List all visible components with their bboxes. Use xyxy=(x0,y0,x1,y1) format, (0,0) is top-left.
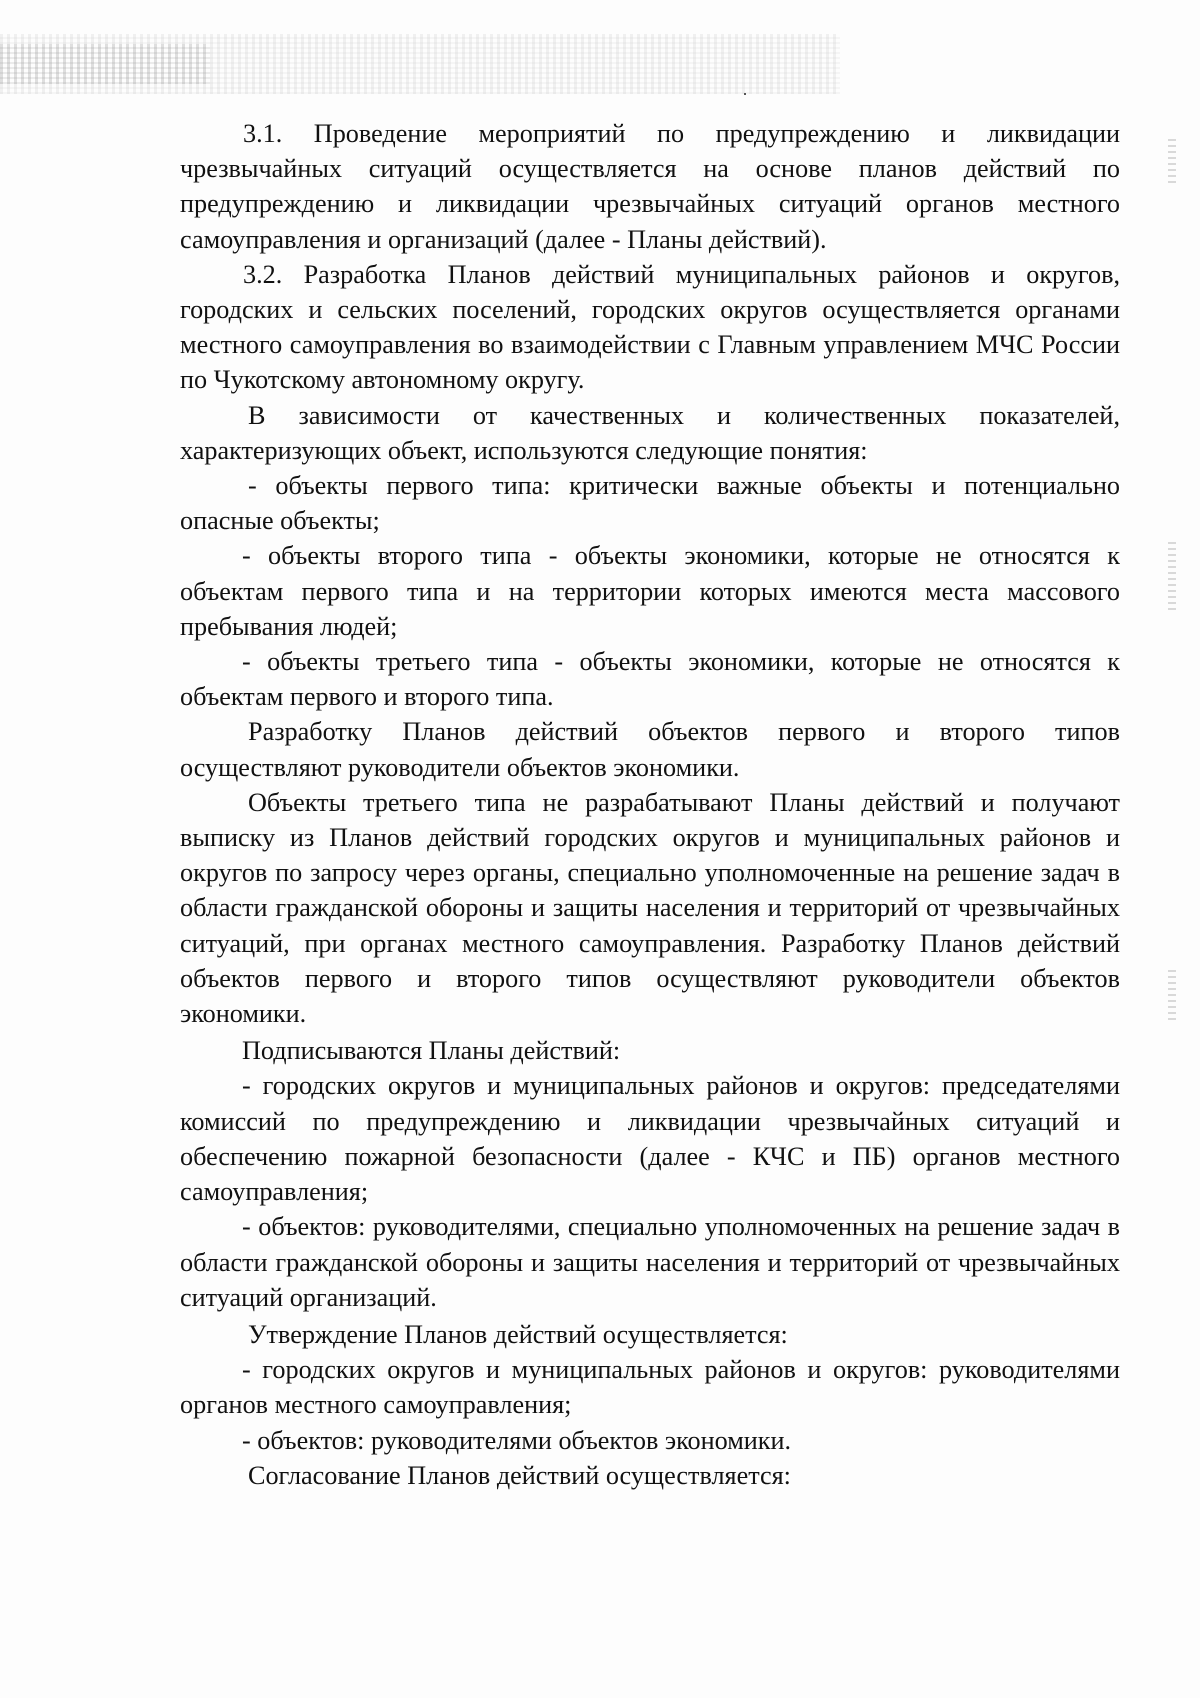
scan-artifact-dot xyxy=(744,93,746,95)
paragraph-type-3-objects: Объекты третьего типа не разрабатывают Планы действий и получают выписку из Планов действий городских округов и муниципальных районов и округов по запросу через органы, специально уполномоченные на решение задач в области гражданской обороны и защиты населения и территорий от чрезвычайных ситуаций, при органах местного самоуправления. Разработку Планов действий объектов первого и второго типов осуществляют руководители объектов экономики. xyxy=(180,787,1120,1029)
paragraph-approval-heading: Утверждение Планов действий осуществляется: xyxy=(248,1319,788,1349)
paragraph-signing-heading: Подписываются Планы действий: xyxy=(242,1036,621,1066)
list-item-type-1: - объекты первого типа: критически важные объекты и потенциально опасные объекты; xyxy=(180,471,1120,536)
list-item-approval-objects: - объектов: руководителями объектов экономики. xyxy=(242,1425,792,1455)
paragraph-agreement-heading: Согласование Планов действий осуществляется: xyxy=(248,1460,791,1490)
document-body xyxy=(180,116,1120,1493)
scan-artifact-corner xyxy=(0,44,210,84)
scan-artifact-margin xyxy=(1168,540,1176,610)
paragraph-indicators: В зависимости от качественных и количественных показателей, характеризующих объект, используются следующие понятия: xyxy=(180,400,1120,465)
list-item-approval-districts: - городских округов и муниципальных районов и округов: руководителями органов местного самоуправления; xyxy=(180,1355,1120,1420)
paragraph-development: Разработку Планов действий объектов первого и второго типов осуществляют руководители объектов экономики. xyxy=(180,717,1120,782)
scan-artifact-margin xyxy=(1168,138,1176,183)
list-item-signing-districts: - городских округов и муниципальных районов и округов: председателями комиссий по предупреждению и ликвидации чрезвычайных ситуаций и обеспечению пожарной безопасности (далее - КЧС и ПБ) органов местного самоуправления; xyxy=(180,1071,1120,1207)
paragraph-3-1: 3.1. Проведение мероприятий по предупреждению и ликвидации чрезвычайных ситуаций осуществляется на основе планов действий по предупреждению и ликвидации чрезвычайных ситуаций органов местного самоуправления и организаций (далее - Планы действий). xyxy=(180,119,1120,254)
list-item-type-2: - объекты второго типа - объекты экономики, которые не относятся к объектам первого типа и на территории которых имеются места массового пребывания людей; xyxy=(180,541,1120,641)
list-item-signing-objects: - объектов: руководителями, специально уполномоченных на решение задач в области гражданской обороны и защиты населения и территорий от чрезвычайных ситуаций организаций. xyxy=(180,1212,1120,1312)
scan-artifact-margin xyxy=(1168,970,1176,1020)
list-item-type-3: - объекты третьего типа - объекты экономики, которые не относятся к объектам первого и второго типа. xyxy=(180,647,1120,712)
paragraph-3-2: 3.2. Разработка Планов действий муниципальных районов и округов, городских и сельских поселений, городских округов осуществляется органами местного самоуправления во взаимодействии с Главным управлением МЧС России по Чукотскому автономному округу. xyxy=(180,259,1120,395)
